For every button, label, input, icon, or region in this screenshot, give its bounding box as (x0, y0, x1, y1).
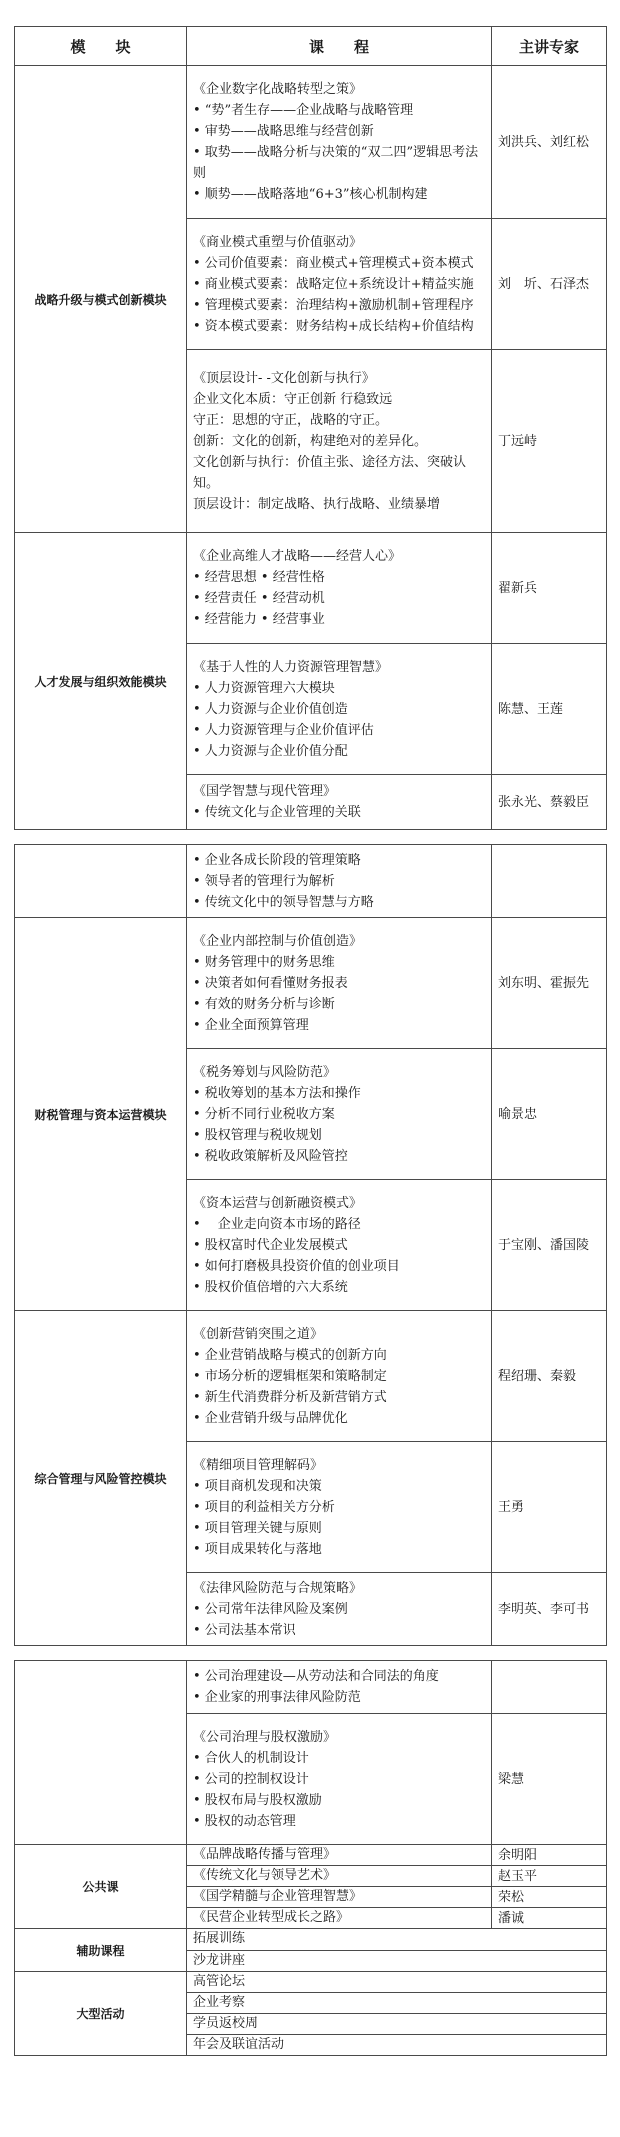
course-point: • 商业模式要素：战略定位+系统设计+精益实施 (193, 276, 474, 292)
expert-name: 刘洪兵、刘红松 (492, 66, 607, 219)
course-point: • 资本模式要素：财务结构+成长结构+价值结构 (193, 318, 474, 334)
course-point: 创新：文化的创新，构建绝对的差异化。 (193, 433, 428, 449)
course-point: • 企业营销战略与模式的创新方向 (193, 1347, 387, 1363)
expert-name: 刘东明、霍振先 (492, 918, 607, 1049)
module-name: 公共课 (15, 1845, 187, 1929)
course-point: • 股权的动态管理 (193, 1813, 296, 1829)
table-row (15, 66, 607, 219)
course-title: 《品牌战略传播与管理》 (193, 1847, 337, 1862)
course-title: 《国学智慧与现代管理》 (193, 784, 337, 799)
curriculum-table-part1 (14, 26, 607, 830)
expert-name: 张永光、蔡毅臣 (492, 775, 607, 830)
course-point: • 人力资源与企业价值分配 (193, 743, 348, 759)
course-point: • 股权富时代企业发展模式 (193, 1237, 348, 1253)
table-row (15, 1972, 607, 1993)
course-point: • 传统文化与企业管理的关联 (193, 805, 361, 820)
table-row (15, 1845, 607, 1866)
course-point: • 新生代消费群分析及新营销方式 (193, 1389, 387, 1405)
course-cell (187, 1908, 492, 1929)
module-name: 战略升级与模式创新模块 (15, 66, 187, 533)
course-point: • 领导者的管理行为解析 (193, 873, 335, 889)
course-title: 《商业模式重塑与价值驱动》 (193, 234, 363, 250)
course-title: 《民营企业转型成长之路》 (193, 1910, 350, 1925)
expert-name: 王勇 (492, 1442, 607, 1573)
expert-name: 李明英、李可书 (492, 1573, 607, 1646)
activity-cell (187, 1929, 607, 1951)
expert-name: 刘 圻、石泽杰 (492, 219, 607, 350)
course-point: • 股权管理与税收规划 (193, 1127, 322, 1143)
activity-cell (187, 1972, 607, 1993)
course-point: • 人力资源管理与企业价值评估 (193, 722, 374, 738)
course-point: 企业文化本质：守正创新 行稳致远 (193, 391, 393, 407)
course-title: 《资本运营与创新融资模式》 (193, 1195, 363, 1211)
course-title: 《企业高维人才战略——经营人心》 (193, 549, 402, 564)
expert-name: 荣松 (492, 1887, 607, 1908)
course-point: 守正：思想的守正，战略的守正。 (193, 412, 389, 428)
course-point: • 经营能力 • 经营事业 (193, 612, 325, 627)
course-point: • “势”者生存——企业战略与战略管理 (193, 103, 414, 118)
course-point: • 决策者如何看懂财务报表 (193, 975, 348, 991)
course-cell (187, 775, 492, 830)
course-point: • 人力资源管理六大模块 (193, 680, 335, 696)
course-cell (187, 1311, 492, 1442)
course-point: • 合伙人的机制设计 (193, 1750, 309, 1766)
course-title: 《法律风险防范与合规策略》 (193, 1580, 363, 1596)
course-cell (187, 219, 492, 350)
table-row (15, 845, 607, 918)
course-cell (187, 350, 492, 533)
table-header-row (15, 27, 607, 66)
course-cell (187, 1887, 492, 1908)
course-cell (187, 644, 492, 775)
course-cell (187, 1661, 492, 1714)
course-point: 文化创新与执行：价值主张、途径方法、突破认知。 (193, 454, 467, 491)
activity-item: 年会及联谊活动 (193, 2037, 285, 2052)
course-point: • 企业家的刑事法律风险防范 (193, 1690, 361, 1705)
course-title: 《顶层设计- -文化创新与执行》 (193, 370, 375, 386)
course-point: • 管理模式要素：治理结构+激励机制+管理程序 (193, 297, 474, 313)
course-cell (187, 533, 492, 644)
course-title: 《创新营销突围之道》 (193, 1326, 324, 1342)
expert-name: 潘诚 (492, 1908, 607, 1929)
course-point: • 公司法基本常识 (193, 1622, 296, 1638)
module-name: 财税管理与资本运营模块 (15, 918, 187, 1311)
course-point: • 如何打磨极具投资价值的创业项目 (193, 1258, 400, 1274)
course-point: • 公司治理建设—从劳动法和合同法的角度 (193, 1669, 439, 1684)
course-title: 《公司治理与股权激励》 (193, 1729, 337, 1745)
page-break (14, 830, 606, 844)
course-point: • 股权布局与股权激励 (193, 1792, 322, 1808)
expert-continuation (492, 845, 607, 918)
course-point: • 人力资源与企业价值创造 (193, 701, 348, 717)
course-cell (187, 1866, 492, 1887)
activity-cell (187, 2035, 607, 2056)
activity-cell (187, 1993, 607, 2014)
course-cell (187, 1714, 492, 1845)
activity-item: 学员返校周 (193, 2016, 259, 2031)
course-point: • 取势——战略分析与决策的“双二四”逻辑思考法则 (193, 145, 479, 181)
course-point: • 审势——战略思维与经营创新 (193, 124, 374, 139)
course-point: • 项目商机发现和决策 (193, 1478, 322, 1494)
expert-name: 于宝刚、潘国陵 (492, 1180, 607, 1311)
module-name: 辅助课程 (15, 1929, 187, 1972)
course-point: • 税收筹划的基本方法和操作 (193, 1085, 361, 1101)
course-title: 《国学精髓与企业管理智慧》 (193, 1889, 363, 1904)
module-name: 大型活动 (15, 1972, 187, 2056)
course-point: • 市场分析的逻辑框架和策略制定 (193, 1368, 387, 1384)
header-course: 课 程 (187, 27, 492, 66)
module-name: 综合管理与风险管控模块 (15, 1311, 187, 1646)
curriculum-table-part2 (14, 844, 607, 1646)
course-title: 《企业数字化战略转型之策》 (193, 82, 363, 97)
module-name: 人才发展与组织效能模块 (15, 533, 187, 830)
page-break (14, 1646, 606, 1660)
course-point: • 经营思想 • 经营性格 (193, 570, 325, 585)
course-point: • 企业各成长阶段的管理策略 (193, 852, 361, 868)
course-point: • 税收政策解析及风险管控 (193, 1148, 348, 1164)
activity-item: 沙龙讲座 (193, 1952, 246, 1968)
table-row (15, 1311, 607, 1442)
course-point: • 企业全面预算管理 (193, 1017, 309, 1033)
course-point: • 项目成果转化与落地 (193, 1541, 322, 1557)
activity-cell (187, 1950, 607, 1972)
table-row (15, 918, 607, 1049)
expert-name: 陈慧、王莲 (492, 644, 607, 775)
curriculum-page (14, 26, 606, 2056)
course-point: • 股权价值倍增的六大系统 (193, 1279, 348, 1295)
activity-item: 拓展训练 (193, 1931, 246, 1947)
course-cell (187, 845, 492, 918)
expert-name: 梁慧 (492, 1714, 607, 1845)
header-module: 模 块 (15, 27, 187, 66)
course-point: • 企业走向资本市场的路径 (193, 1216, 361, 1232)
course-point: • 有效的财务分析与诊断 (193, 996, 335, 1012)
course-cell (187, 1573, 492, 1646)
expert-name: 余明阳 (492, 1845, 607, 1866)
course-point: • 公司常年法律风险及案例 (193, 1601, 348, 1617)
course-point: • 企业营销升级与品牌优化 (193, 1410, 348, 1426)
expert-name: 丁远峙 (492, 350, 607, 533)
header-expert: 主讲专家 (492, 27, 607, 66)
course-point: • 公司的控制权设计 (193, 1771, 309, 1787)
course-title: 《精细项目管理解码》 (193, 1457, 324, 1473)
expert-name: 喻景忠 (492, 1049, 607, 1180)
activity-item: 高管论坛 (193, 1974, 246, 1989)
curriculum-table-part3 (14, 1660, 607, 2056)
table-row (15, 1929, 607, 1951)
course-title: 《传统文化与领导艺术》 (193, 1868, 337, 1883)
course-point: • 顺势——战略落地“6+3”核心机制构建 (193, 187, 428, 202)
expert-name: 赵玉平 (492, 1866, 607, 1887)
course-cell (187, 66, 492, 219)
course-cell (187, 918, 492, 1049)
activity-cell (187, 2014, 607, 2035)
course-point: • 项目的利益相关方分析 (193, 1499, 335, 1515)
course-point: • 财务管理中的财务思维 (193, 954, 335, 970)
table-row (15, 533, 607, 644)
table-row (15, 1661, 607, 1714)
course-point: • 分析不同行业税收方案 (193, 1106, 335, 1122)
course-point: • 经营责任 • 经营动机 (193, 591, 325, 606)
module-continuation (15, 845, 187, 918)
expert-name: 程绍珊、秦毅 (492, 1311, 607, 1442)
course-cell (187, 1049, 492, 1180)
course-title: 《税务筹划与风险防范》 (193, 1064, 337, 1080)
course-point: • 公司价值要素：商业模式+管理模式+资本模式 (193, 255, 474, 271)
activity-item: 企业考察 (193, 1995, 246, 2010)
expert-name: 翟新兵 (492, 533, 607, 644)
course-cell (187, 1442, 492, 1573)
module-continuation (15, 1661, 187, 1845)
course-point: • 项目管理关键与原则 (193, 1520, 322, 1536)
expert-continuation (492, 1661, 607, 1714)
course-cell (187, 1845, 492, 1866)
course-point: • 传统文化中的领导智慧与方略 (193, 894, 374, 910)
course-cell (187, 1180, 492, 1311)
course-point: 顶层设计：制定战略、执行战略、业绩暴增 (193, 496, 441, 512)
course-title: 《基于人性的人力资源管理智慧》 (193, 659, 389, 675)
course-title: 《企业内部控制与价值创造》 (193, 933, 363, 949)
